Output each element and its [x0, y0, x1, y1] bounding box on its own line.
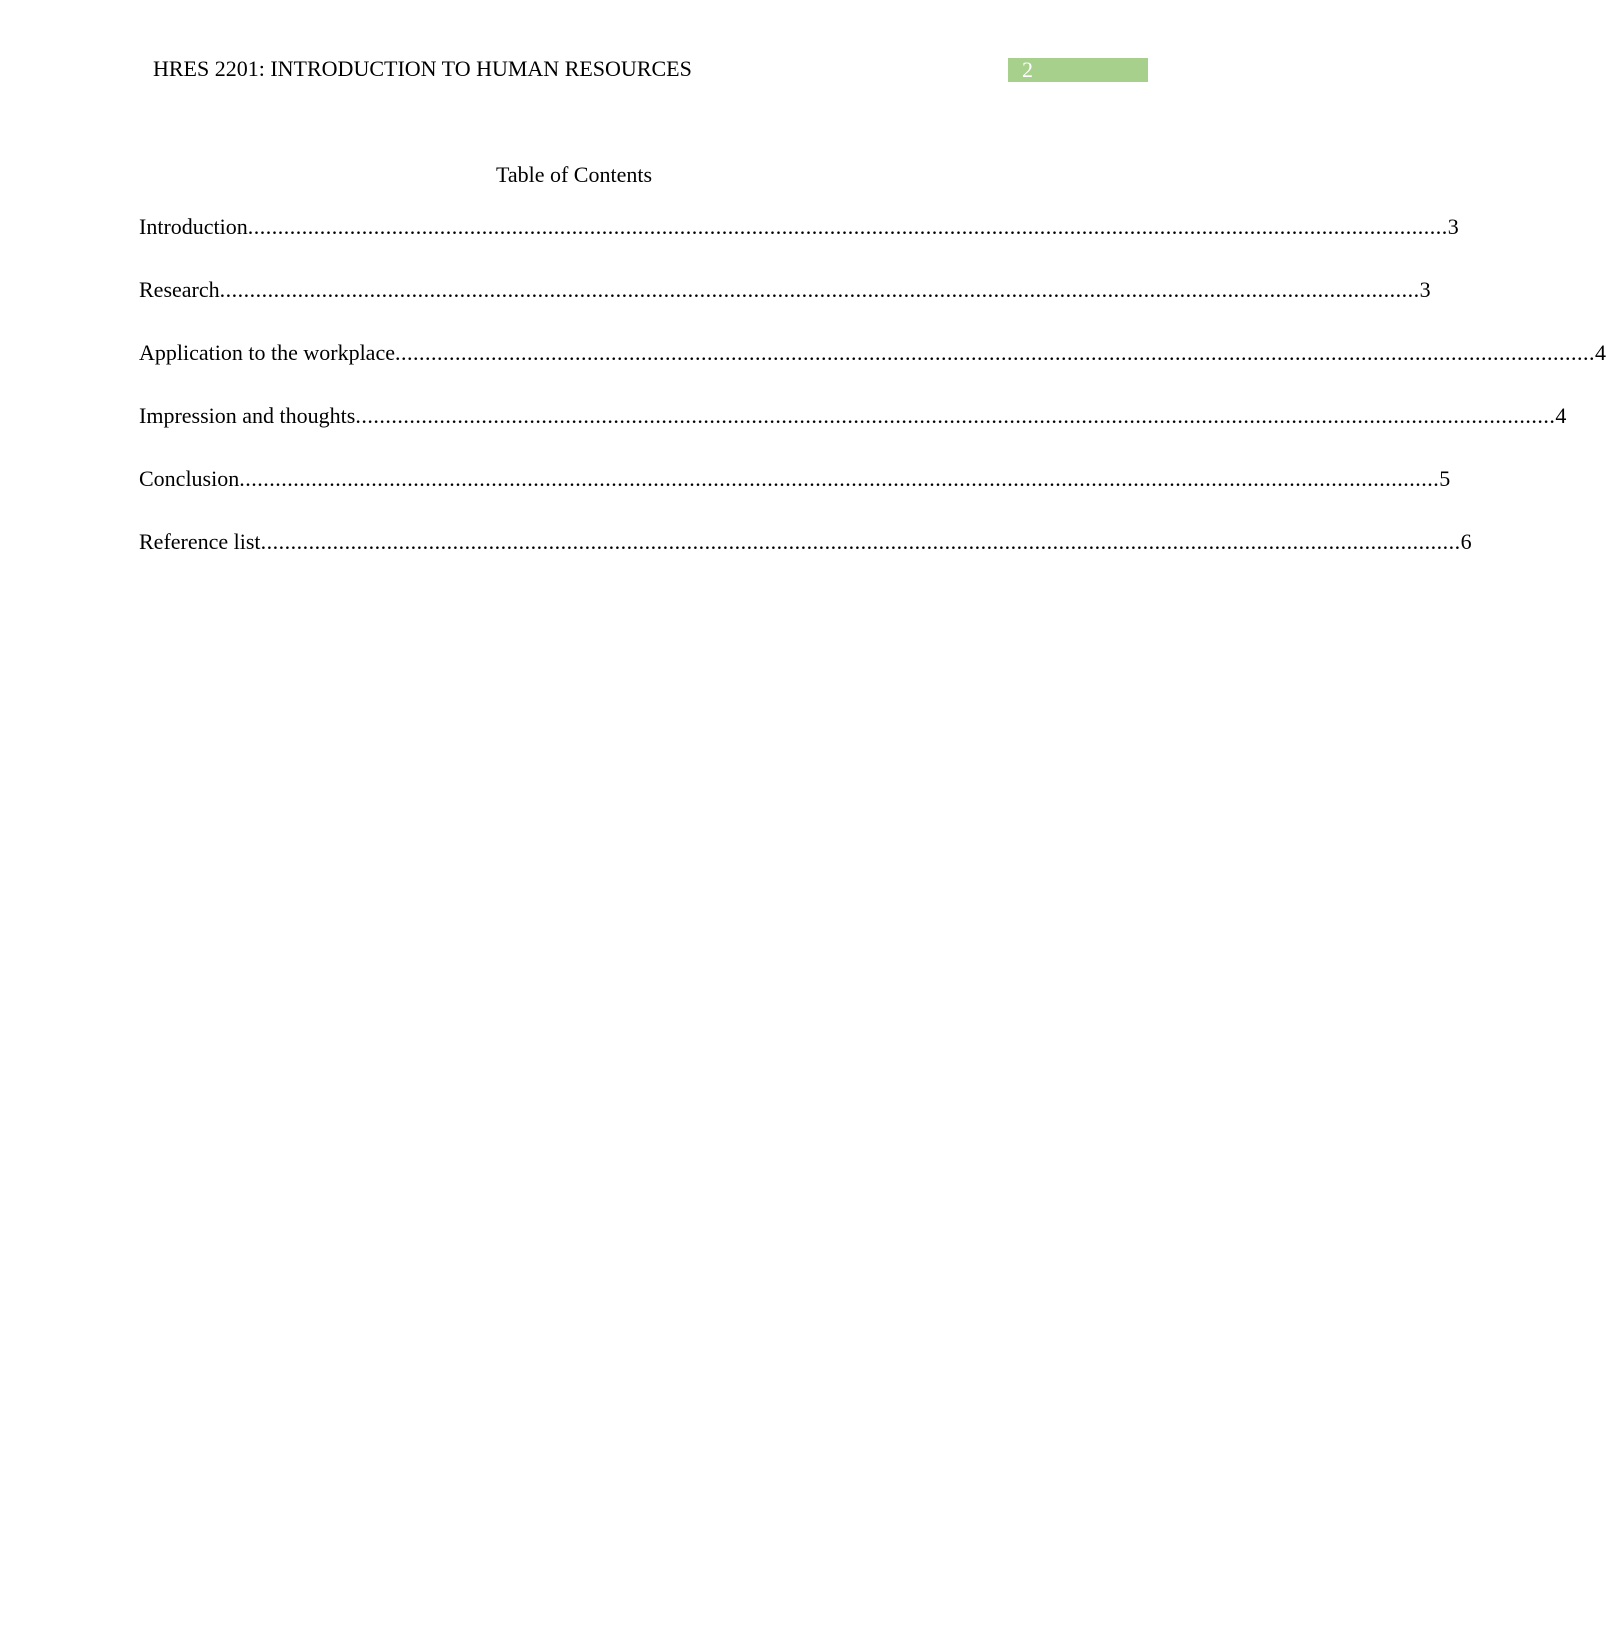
toc-entry-introduction[interactable]: [139, 214, 1459, 277]
toc-entry-page: 3: [1447, 214, 1459, 239]
toc-entry-reference-list[interactable]: [139, 529, 1472, 592]
toc-entry-page: 5: [1439, 466, 1451, 491]
toc-entry-impression-and-thoughts[interactable]: [139, 403, 1567, 466]
page-number: 2: [1022, 57, 1033, 82]
dot-leader: ........................................................................................................................................................................................................: [219, 277, 1420, 302]
toc-entry-conclusion[interactable]: [139, 466, 1451, 529]
toc-entry-label: Conclusion: [139, 466, 240, 491]
page-number-badge: [1008, 58, 1148, 82]
toc-entry-label: Introduction: [139, 214, 248, 239]
dot-leader: ........................................................................................................................................................................................................: [260, 529, 1461, 554]
toc-entry-label: Research: [139, 277, 220, 302]
toc-entry-page: 3: [1419, 277, 1431, 302]
toc-entry-page: 6: [1460, 529, 1472, 554]
toc-entry-label: Reference list: [139, 529, 261, 554]
dot-leader: ........................................................................................................................................................................................................: [355, 403, 1556, 428]
toc-entry-page: 4: [1594, 340, 1606, 365]
dot-leader: ........................................................................................................................................................................................................: [394, 340, 1595, 365]
toc-heading: Table of Contents: [495, 162, 653, 187]
dot-leader: ........................................................................................................................................................................................................: [239, 466, 1440, 491]
running-header-title: HRES 2201: INTRODUCTION TO HUMAN RESOURCES: [153, 56, 692, 81]
dot-leader: ........................................................................................................................................................................................................: [247, 214, 1448, 239]
toc-list: [139, 214, 1606, 592]
toc-entry-page: 4: [1555, 403, 1567, 428]
toc-entry-label: Application to the workplace: [139, 340, 395, 365]
toc-entry-label: Impression and thoughts: [139, 403, 356, 428]
toc-entry-application-to-the-workplace[interactable]: [139, 340, 1606, 403]
toc-entry-research[interactable]: [139, 277, 1431, 340]
